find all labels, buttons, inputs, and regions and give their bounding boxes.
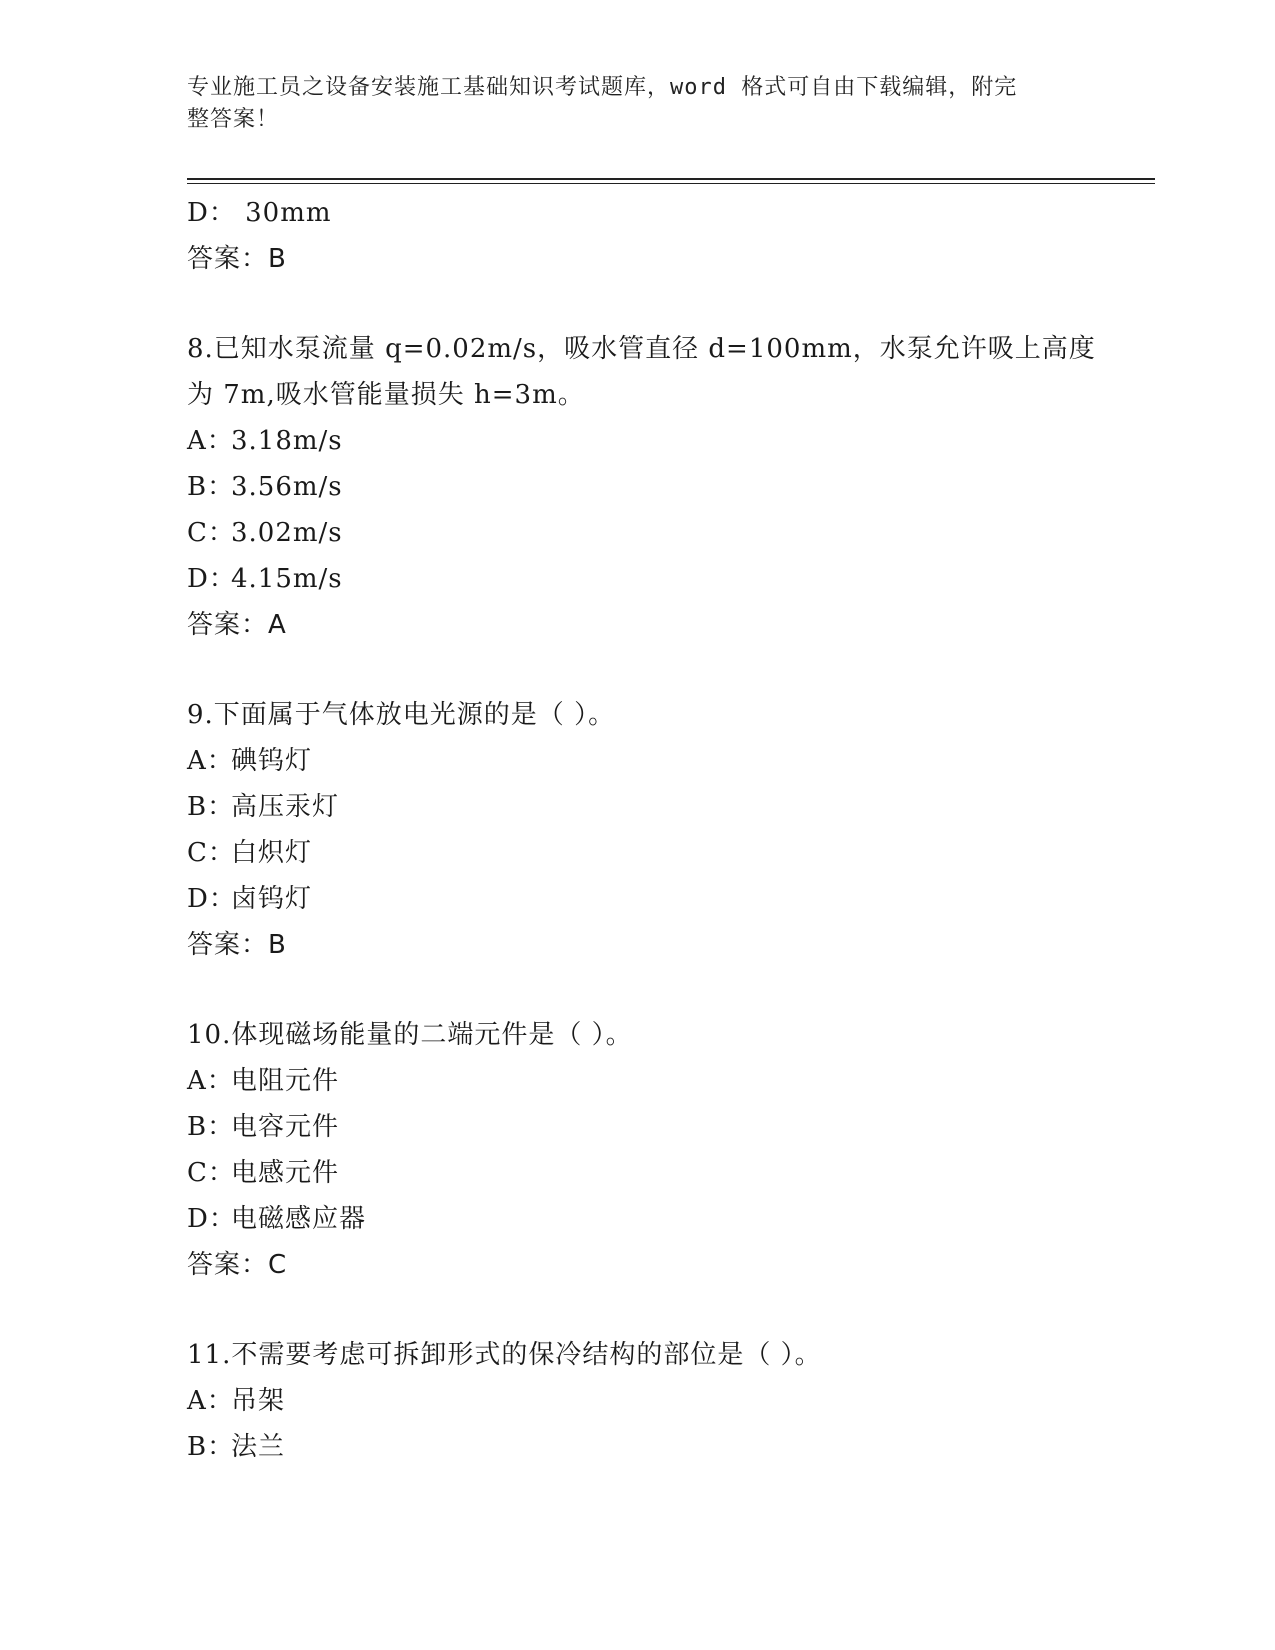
question-10-option-a — [187, 1058, 1087, 1104]
question-9-option-d — [187, 876, 1087, 922]
question-8-text-1: 8.已知水泵流量 q=0.02m/s，吸水管直径 d=100mm，水泵允许吸上高度 — [187, 334, 1096, 364]
prev-option-d: D： 30mm — [187, 198, 332, 228]
header-rule-thick — [187, 178, 1155, 180]
question-8-text-2: 为 7m,吸水管能量损失 h=3m。 — [187, 380, 585, 410]
option-text: 4.15m/s — [231, 564, 343, 594]
option-text: 法兰 — [231, 1432, 286, 1462]
document-body — [187, 190, 1096, 1470]
option-text: 高压汞灯 — [231, 792, 340, 822]
question-9-text: 9.下面属于气体放电光源的是（ ）。 — [187, 700, 616, 730]
option-label: D： — [187, 884, 236, 914]
question-8 — [187, 326, 1096, 648]
prev-answer: 答案：B — [187, 244, 287, 274]
option-text: 电容元件 — [231, 1112, 340, 1142]
question-9-option-a — [187, 738, 1087, 784]
option-text: 电磁感应器 — [231, 1204, 367, 1234]
option-label: A： — [187, 1386, 234, 1416]
question-11-text: 11.不需要考虑可拆卸形式的保冷结构的部位是（ ）。 — [187, 1340, 822, 1370]
question-11-option-a — [187, 1378, 1087, 1424]
option-label: B： — [187, 792, 235, 822]
option-text: 3.56m/s — [231, 472, 343, 502]
option-text: 吊架 — [231, 1386, 286, 1416]
question-8-answer: 答案：A — [187, 610, 287, 640]
question-8-option-c — [187, 510, 1087, 556]
option-label: B： — [187, 472, 235, 502]
question-10 — [187, 1012, 1087, 1288]
option-label: A： — [187, 746, 234, 776]
option-label: A： — [187, 1066, 234, 1096]
question-10-option-b — [187, 1104, 1087, 1150]
option-text: 3.18m/s — [231, 426, 343, 456]
header-rule-thin — [187, 183, 1155, 184]
option-label: D： — [187, 1204, 236, 1234]
question-9 — [187, 692, 1087, 968]
option-label: C： — [187, 518, 235, 548]
option-label: A： — [187, 426, 234, 456]
question-8-option-d — [187, 556, 1087, 602]
option-text: 3.02m/s — [231, 518, 343, 548]
header-line-2: 整答案！ — [187, 107, 280, 132]
option-text: 碘钨灯 — [231, 746, 313, 776]
option-text: 电感元件 — [231, 1158, 340, 1188]
option-label: C： — [187, 1158, 235, 1188]
question-11 — [187, 1332, 1087, 1470]
document-header — [187, 72, 1087, 136]
question-8-option-b — [187, 464, 1087, 510]
question-9-answer: 答案：B — [187, 930, 287, 960]
option-label: B： — [187, 1432, 235, 1462]
option-label: B： — [187, 1112, 235, 1142]
question-9-option-b — [187, 784, 1087, 830]
question-10-option-d — [187, 1196, 1087, 1242]
question-10-option-c — [187, 1150, 1087, 1196]
header-line-1: 专业施工员之设备安装施工基础知识考试题库，word 格式可自由下载编辑，附完 — [187, 75, 1018, 100]
question-8-option-a — [187, 418, 1087, 464]
option-text: 卤钨灯 — [231, 884, 313, 914]
option-text: 电阻元件 — [231, 1066, 340, 1096]
option-label: D： — [187, 564, 236, 594]
question-10-text: 10.体现磁场能量的二端元件是（ ）。 — [187, 1020, 633, 1050]
question-10-answer: 答案：C — [187, 1250, 288, 1280]
question-9-option-c — [187, 830, 1087, 876]
option-label: C： — [187, 838, 235, 868]
question-11-option-b — [187, 1424, 1087, 1470]
option-text: 白炽灯 — [231, 838, 313, 868]
